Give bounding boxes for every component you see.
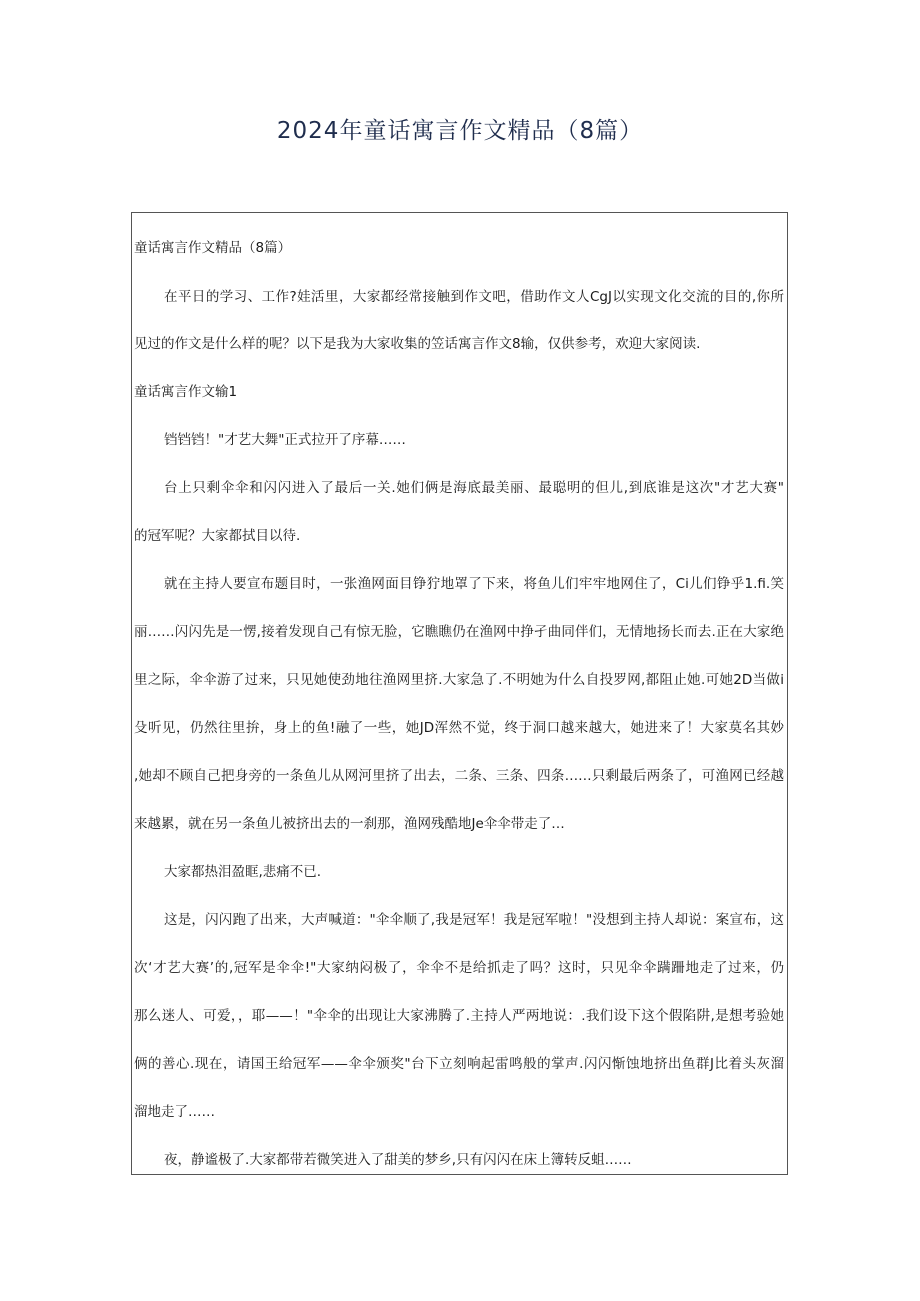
- body-line: 夜，静谧极了.大家都带若微笑进入了甜美的梦乡,只有闪闪在床上簿转反蛆……: [164, 1152, 632, 1168]
- body-line: 殳听见，仍然往里拚，身上的鱼!融了一些，她JD浑然不觉，终于洞口越来越大，她进来了！大家莫名其妙: [134, 720, 784, 736]
- body-line: 台上只剩伞伞和闪闪进入了最后一关.她们俩是海底最美丽、最聪明的但儿,到底谁是这次"才艺大赛": [164, 480, 784, 496]
- body-line: ,她却不顾自己把身旁的一条鱼儿从网河里挤了出去，二条、三条、四条……只剩最后两条了，可渔网已经越: [134, 768, 784, 784]
- body-line: 俩的善心.现在，请国王给冠军——伞伞颁奖"台下立刻响起雷鸣般的掌声.闪闪惭蚀地挤出鱼群J比着头灰溜: [134, 1056, 784, 1072]
- body-line: 丽……闪闪先是一愣,接着发现自己有惊无脸，它瞧瞧仍在渔网中挣孑曲同伴们，无情地扬长而去.正在大家绝: [134, 624, 784, 640]
- body-line: 里之际，伞伞游了过来，只见她使劲地往渔网里挤.大家急了.不明她为什么自投罗网,都阻止她.可她2D当做i: [134, 672, 784, 688]
- body-line: 大家都热泪盈眶,悲痛不已.: [164, 864, 322, 880]
- essay-heading: 童话寓言作文输1: [134, 384, 238, 400]
- body-line: 那么迷人、可爱，，耶——！"伞伞的出现让大家沸腾了.主持人严两地说：.我们设下这个假陷阱,是想考验她: [134, 1008, 784, 1024]
- body-line: 见过的作文是什么样的呢？以下是我为大家收集的笠话寓言作文8输，仅供参考，欢迎大家阅读.: [134, 336, 701, 352]
- section-heading: 童话寓言作文精品（8篇）: [134, 240, 292, 256]
- body-line: 在平日的学习、工作?娃活里，大家都经常接触到作文吧，借助作文人CgJ以实现文化交流的目的,你所: [164, 289, 784, 305]
- body-line: 溜地走了……: [134, 1104, 215, 1120]
- body-line: 铛铛铛！"才艺大舞"正式拉开了序幕……: [164, 432, 406, 448]
- body-line: 的冠军呢？大家都拭目以待.: [134, 528, 301, 544]
- body-line: 来越累，就在另一条鱼儿被挤出去的一刹那，渔网残酷地Je伞伞带走了…: [134, 816, 565, 832]
- body-line: 次‘才艺大赛’的,冠军是伞伞!"大家纳闷极了，伞伞不是给抓走了吗？这时，只见伞伞蹒跚地走了过来，仍: [134, 960, 784, 976]
- body-line: 就在主持人要宣布题目时，一张渔网面目铮狞地罩了下来，将鱼儿们牢牢地网住了，Ci儿们铮乎1.fi.笑: [164, 576, 784, 592]
- page-title: 2024年童话寓言作文精品（8篇）: [276, 118, 644, 144]
- body-line: 这是，闪闪跑了出来，大声喊道："伞伞顺了,我是冠军！我是冠军啦！"没想到主持人却说：案宣布，这: [164, 912, 784, 928]
- text-frame: [131, 212, 788, 1175]
